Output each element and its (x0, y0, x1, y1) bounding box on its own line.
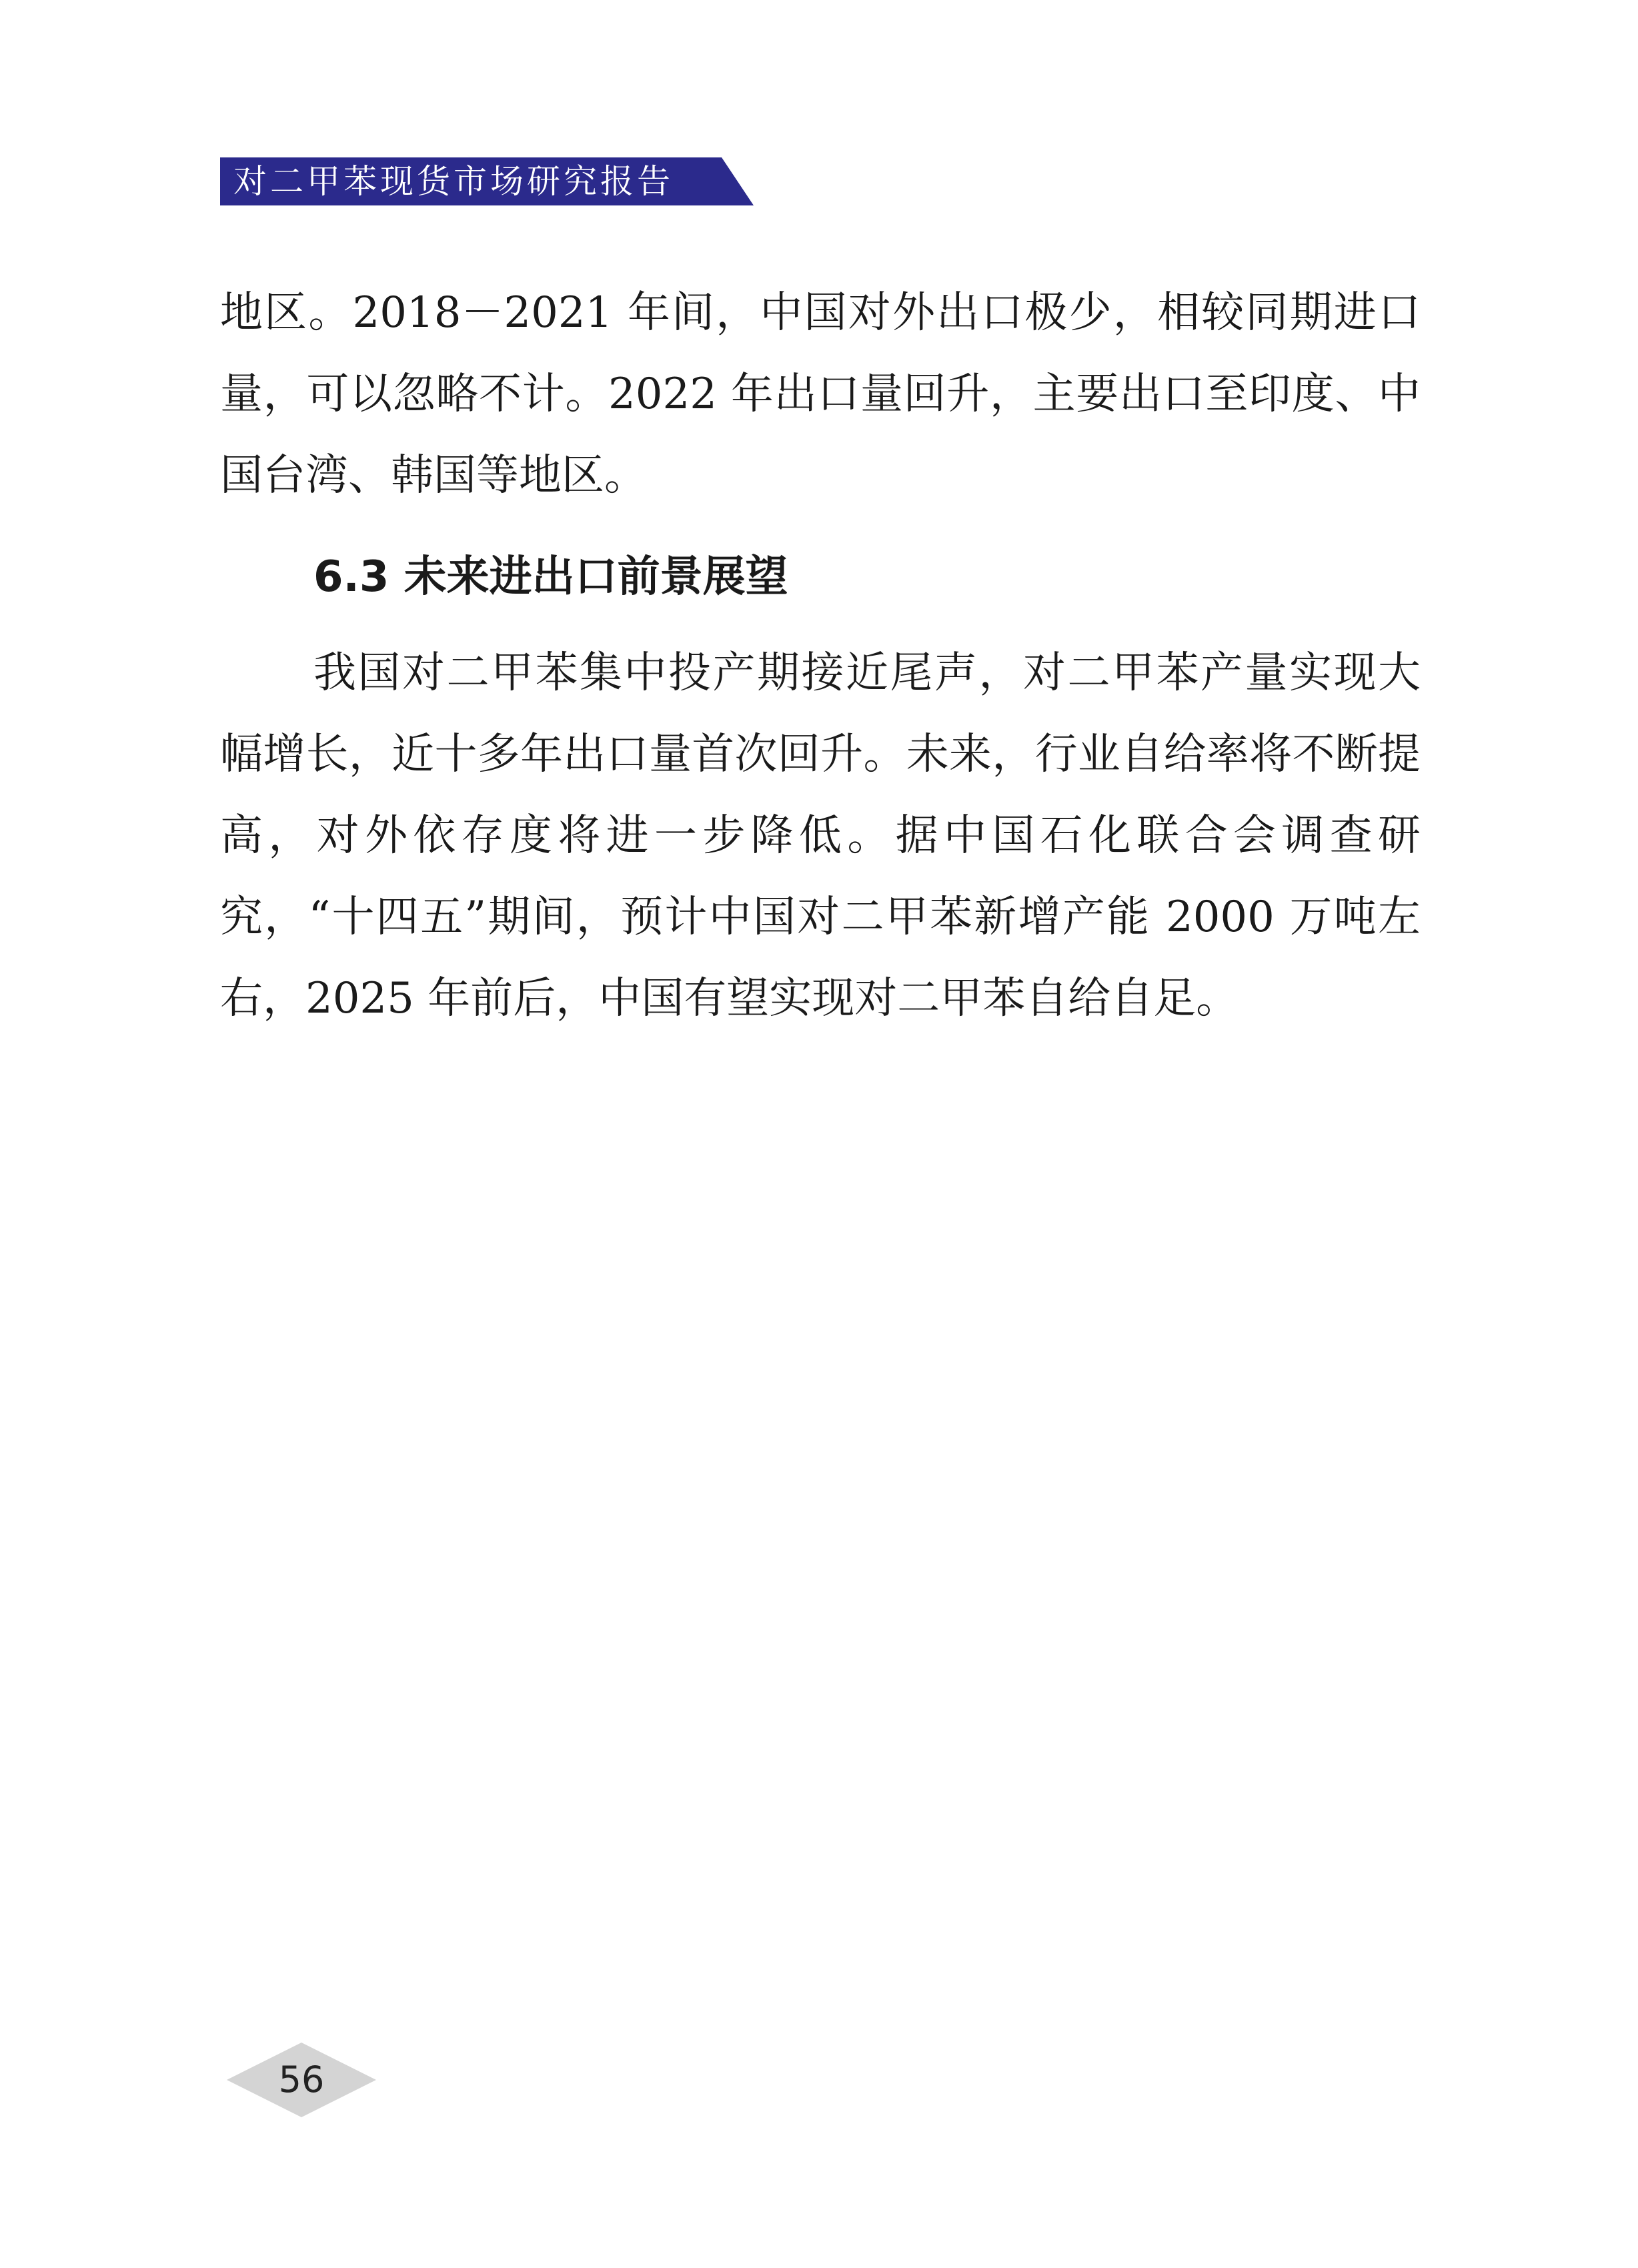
page-number: 56 (278, 2059, 325, 2101)
body-paragraph-2: 我国对二甲苯集中投产期接近尾声，对二甲苯产量实现大幅增长，近十多年出口量首次回升。未来，行业自给率将不断提高，对外依存度将进一步降低。据中国石化联合会调查研究，“十四五”期间，预计中国对二甲苯新增产能 2000 万吨左右，2025 年前后，中国有望实现对二甲苯自给自足。 (220, 648, 1421, 1023)
running-header-title: 对二甲苯现货市场研究报告 (233, 162, 674, 201)
body-paragraph-1: 地区。2018－2021 年间，中国对外出口极少，相较同期进口量，可以忽略不计。2022 年出口量回升，主要出口至印度、中国台湾、韩国等地区。 (220, 288, 1421, 500)
page-content (220, 272, 1421, 1039)
section-heading: 6.3 未来进出口前景展望 (313, 552, 788, 602)
